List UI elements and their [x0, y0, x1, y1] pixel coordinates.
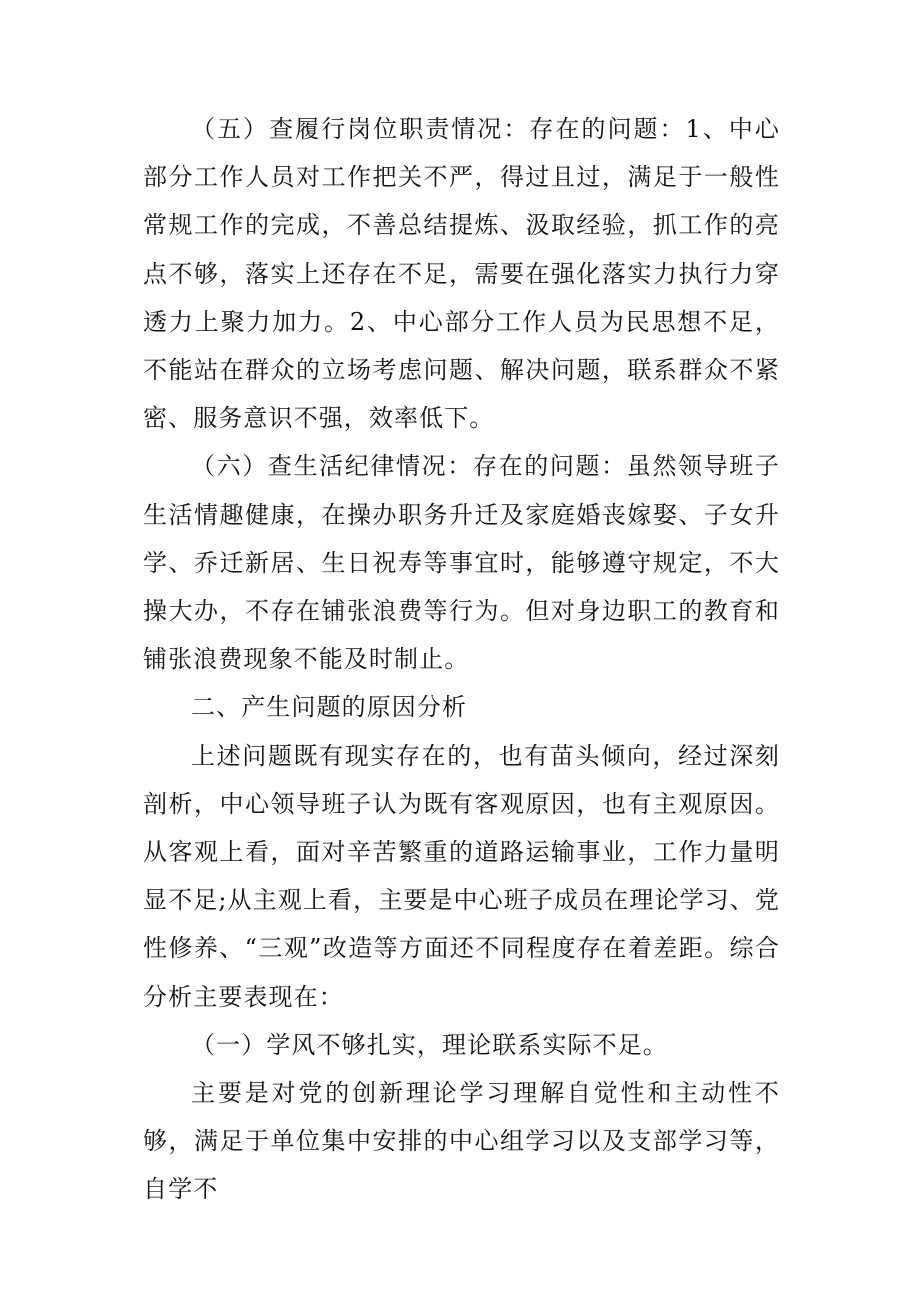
subheading-study-style: （一）学风不够扎实，理论联系实际不足。 — [191, 1030, 668, 1059]
paragraph-study-detail: 主要是对党的创新理论学习理解自觉性和主动性不够，满足于单位集中安排的中心组学习以及支部学习等，自学不 — [143, 1079, 780, 1204]
section-heading-cause-analysis: 二、产生问题的原因分析 — [191, 693, 468, 722]
paragraph-cause-overview: 上述问题既有现实存在的，也有苗头倾向，经过深刻剖析，中心领导班子认为既有客观原因，也有主观原因。从客观上看，面对辛苦繁重的道路运输事业，工作力量明显不足;从主观上看，主要是中心班子成员在理论学习、党性修养、“三观”改造等方面还不同程度存在着差距。综合分析主要表现在： — [143, 741, 780, 1011]
paragraph-job-duties: （五）查履行岗位职责情况：存在的问题：1、中心部分工作人员对工作把关不严，得过且过，满足于一般性常规工作的完成，不善总结提炼、汲取经验，抓工作的亮点不够，落实上还存在不足，需要在强化落实力执行力穿透力上聚力加力。2、中心部分工作人员为民思想不足，不能站在群众的立场考虑问题、解决问题，联系群众不紧密、服务意识不强，效率低下。 — [143, 115, 780, 433]
paragraph-life-discipline: （六）查生活纪律情况：存在的问题：虽然领导班子生活情趣健康，在操办职务升迁及家庭婚丧嫁娶、子女升学、乔迁新居、生日祝寿等事宜时，能够遵守规定，不大操大办，不存在铺张浪费等行为。但对身边职工的教育和铺张浪费现象不能及时制止。 — [143, 452, 780, 674]
